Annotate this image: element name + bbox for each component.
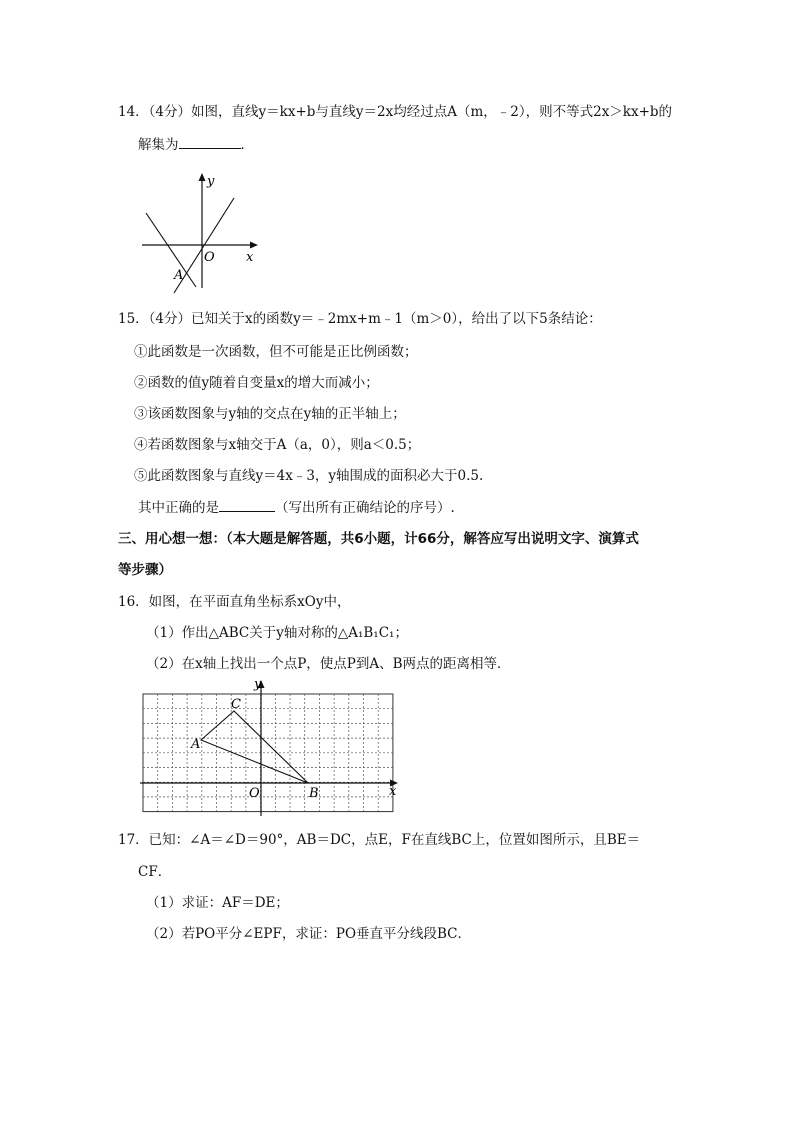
q16-figure [130, 676, 410, 821]
q16-grid [143, 694, 393, 812]
q15-item-5: ⑤此函数图象与直线y＝4x﹣3，y轴围成的面积必大于0.5. [134, 468, 484, 484]
q14-answer-line [138, 134, 254, 155]
q15-stem: 15．（4分）已知关于x的函数y＝﹣2mx+m﹣1（m＞0），给出了以下5条结论： [118, 311, 602, 327]
q17-stem-line1: 17．已知：∠A＝∠D＝90°，AB＝DC，点E，F在直线BC上，位置如图所示，且BE＝ [118, 832, 641, 848]
q16-origin-label: O [249, 786, 260, 801]
q16-y-label: y [254, 677, 262, 692]
q15-item-2: ②函数的值y随着自变量x的增大而减小； [134, 375, 379, 391]
q14-x-arrow [250, 242, 258, 249]
q16-x-label: x [389, 784, 397, 799]
q14-x-label: x [246, 250, 254, 265]
q14-point-a-label: A [174, 268, 184, 283]
q16-triangle-abc [201, 711, 308, 783]
q14-figure [130, 165, 270, 295]
q14-answer-prefix: 解集为 [138, 137, 179, 153]
q16-point-c-label: C [231, 697, 241, 712]
q16-sub-1: （1）作出△ABC关于y轴对称的△A₁B₁C₁； [146, 625, 408, 641]
q14-answer-blank [179, 134, 241, 149]
q16-stem: 16．如图，在平面直角坐标系xOy中， [118, 594, 351, 610]
q14-answer-suffix: ． [240, 137, 254, 153]
q15-answer-blank [219, 497, 275, 512]
q15-item-3: ③该函数图象与y轴的交点在y轴的正半轴上； [134, 406, 406, 422]
q17-sub-2: （2）若PO平分∠EPF，求证：PO垂直平分线段BC． [146, 926, 472, 942]
q16-sub-2: （2）在x轴上找出一个点P，使点P到A、B两点的距离相等． [146, 656, 511, 672]
section3-heading-line2: 等步骤） [118, 562, 172, 578]
q14-y-arrow [199, 173, 206, 181]
q14-line-kxb [146, 213, 196, 287]
section3-heading-line1: 三、用心想一想：（本大题是解答题，共6小题，计66分，解答应写出说明文字、演算式 [118, 531, 639, 547]
q14-stem: 14．（4分）如图，直线y＝kx+b与直线y＝2x均经过点A（m，﹣2），则不等式2x＞kx+b的 [118, 104, 673, 120]
q14-origin-label: O [204, 250, 215, 265]
q15-item-1: ①此函数是一次函数，但不可能是正比例函数； [134, 344, 418, 360]
q14-y-label: y [207, 174, 215, 189]
q15-item-4: ④若函数图象与x轴交于A（a，0），则a＜0.5； [134, 437, 421, 453]
q16-point-b-label: B [309, 786, 319, 801]
q16-point-a-label: A [191, 737, 201, 752]
q17-sub-1: （1）求证：AF＝DE； [146, 895, 289, 911]
q15-answer-prefix: 其中正确的是 [138, 500, 219, 516]
q15-answer-line [138, 497, 455, 518]
q15-answer-suffix: （写出所有正确结论的序号）. [275, 500, 455, 516]
q17-stem-line2: CF． [138, 864, 172, 880]
